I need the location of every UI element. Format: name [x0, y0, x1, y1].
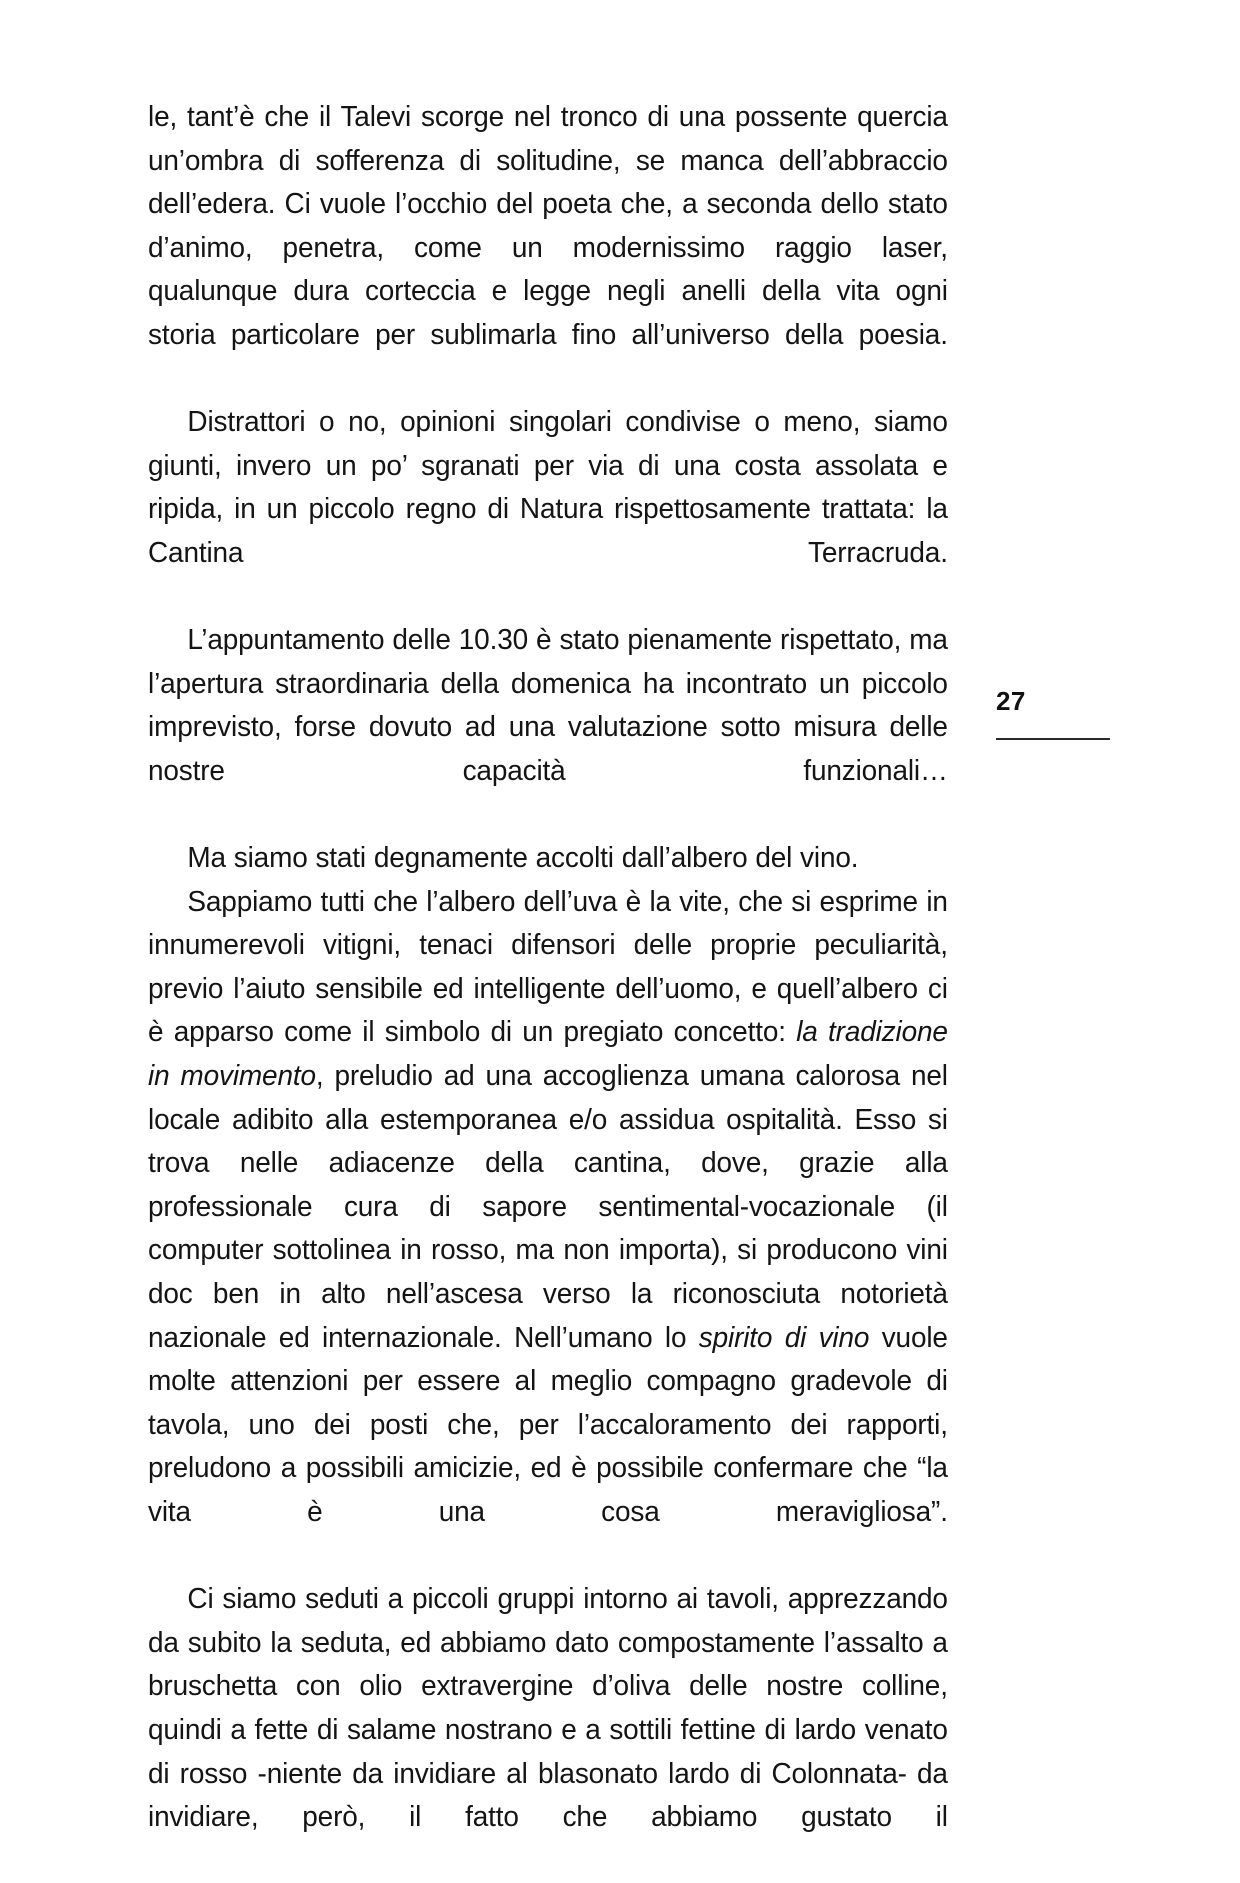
- paragraph-6: Ci siamo seduti a piccoli gruppi intorno ai tavoli, apprezzando da subito la seduta, ed abbiamo dato compostamente l’assalto a bruschetta con olio extravergine d’oliva delle nostre colline, quindi a fette di salame nostrano e a sottili fettine di lardo venato di rosso -niente da invidiare al blasonato lardo di Colonnata- da invidiare, però, il fatto che abbiamo gustato il: [148, 1583, 948, 1834]
- paragraph-1: le, tant’è che il Talevi scorge nel tronco di una possente quercia un’ombra di sofferenza di solitudine, se manca dell’abbraccio dell’edera. Ci vuole l’occhio del poeta che, a seconda dello stato d’animo, penetra, come un modernissimo raggio laser, qualunque dura corteccia e legge negli anelli della vita ogni storia particolare per sublimarla fino all’universo della poesia.: [148, 101, 948, 351]
- paragraph-5-emphasis-tradizione: la tradizione in movimento: [148, 1016, 948, 1093]
- folio-block: [996, 686, 1116, 740]
- body-text-column: [148, 96, 960, 1883]
- paragraph-5-segment-roman-2: , preludio ad una accoglienza umana calorosa nel locale adibito alla estemporanea e/o assidua ospitalità. Esso si trova nelle adiacenze della cantina, dove, grazie alla professionale cura di sapore sentimental-vocazionale (il computer sottolinea in rosso, ma non importa), si producono vini doc ben in alto nell’ascesa verso la riconosciuta notorietà nazionale ed internazionale. Nell’umano lo: [148, 1060, 948, 1354]
- folio-divider: [996, 738, 1110, 740]
- paragraph-3: L’appuntamento delle 10.30 è stato pienamente rispettato, ma l’apertura straordinaria della domenica ha incontrato un piccolo imprevisto, forse dovuto ad una valutazione sotto misura delle nostre capacità funzionali…: [148, 624, 948, 787]
- paragraph-5-emphasis-spirito: spirito di vino: [698, 1321, 870, 1354]
- paragraph-2: Distrattori o no, opinioni singolari condivise o meno, siamo giunti, invero un po’ sgranati per via di una costa assolata e ripida, in un piccolo regno di Natura rispettosamente trattata: la Cantina Terracruda.: [148, 406, 948, 569]
- page-number: 27: [996, 686, 1026, 716]
- paragraph-4: Ma siamo stati degnamente accolti dall’albero del vino.: [187, 842, 859, 875]
- paragraph-5-segment-roman-1: Sappiamo tutti che l’albero dell’uva è la vite, che si esprime in innumerevoli vitigni, tenaci difensori delle proprie peculiarità, previo l’aiuto sensibile ed intelligente dell’uomo, e quell’albero ci è apparso come il simbolo di un pregiato concetto:: [148, 885, 948, 1049]
- paragraph-5: [148, 881, 948, 1579]
- paragraph-5-segment-roman-3: vuole molte attenzioni per essere al meglio compagno gradevole di tavola, uno dei posti che, per l’accaloramento dei rapporti, preludono a possibili amicizie, ed è possibile confermare che “la vita è una cosa meravigliosa”.: [148, 1321, 948, 1528]
